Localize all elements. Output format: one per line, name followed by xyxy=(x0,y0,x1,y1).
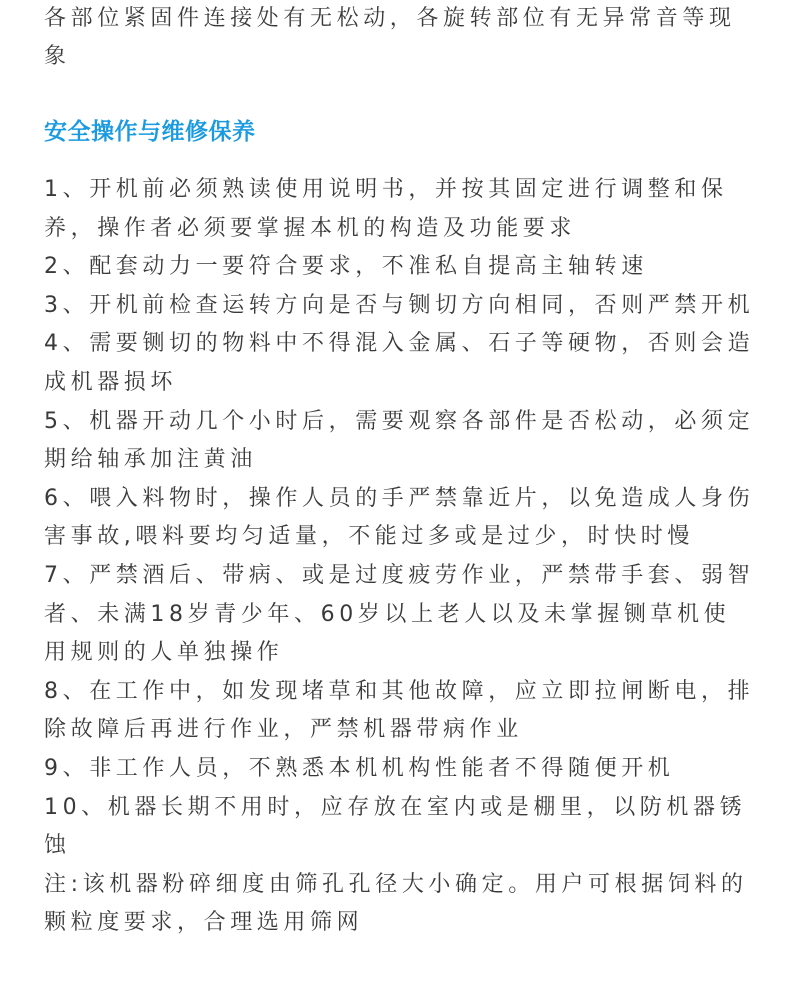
list-item: 3、开机前检查运转方向是否与铡切方向相同，否则严禁开机 xyxy=(44,292,755,318)
safety-list xyxy=(44,171,756,943)
list-item: 6、喂入料物时，操作人员的手严禁靠近片，以免造成人身伤害事故,喂料要均匀适量，不能过多或是过少，时快时慢 xyxy=(44,485,755,550)
document-page xyxy=(44,0,756,943)
list-item: 4、需要铡切的物料中不得混入金属、石子等硬物，否则会造成机器损坏 xyxy=(44,331,755,395)
list-item: 注:该机器粉碎细度由筛孔孔径大小确定。用户可根据饲料的颗粒度要求，合理选用筛网 xyxy=(44,871,748,936)
list-item: 2、配套动力一要符合要求，不准私自提高主轴转速 xyxy=(44,254,648,280)
section-title: 安全操作与维修保养 xyxy=(44,119,256,145)
list-item: 9、非工作人员，不熟悉本机机构性能者不得随便开机 xyxy=(44,755,675,781)
list-item: 10、机器长期不用时，应存放在室内或是棚里，以防机器锈蚀 xyxy=(44,794,747,859)
list-item: 5、机器开动几个小时后，需要观察各部件是否松动，必须定期给轴承加注黄油 xyxy=(44,408,755,473)
list-item: 7、严禁酒后、带病、或是过度疲劳作业，严禁带手套、弱智者、未满18岁青少年、60岁以上老人以及未掌握铡草机使用规则的人单独操作 xyxy=(44,562,755,666)
list-item: 8、在工作中，如发现堵草和其他故障，应立即拉闸断电，排除故障后再进行作业，严禁机器带病作业 xyxy=(44,678,755,743)
intro-paragraph: 各部位紧固件连接处有无松动，各旋转部位有无异常音等现象 xyxy=(44,6,736,69)
list-item: 1、开机前必须熟读使用说明书，并按其固定进行调整和保养，操作者必须要掌握本机的构造及功能要求 xyxy=(44,177,728,241)
